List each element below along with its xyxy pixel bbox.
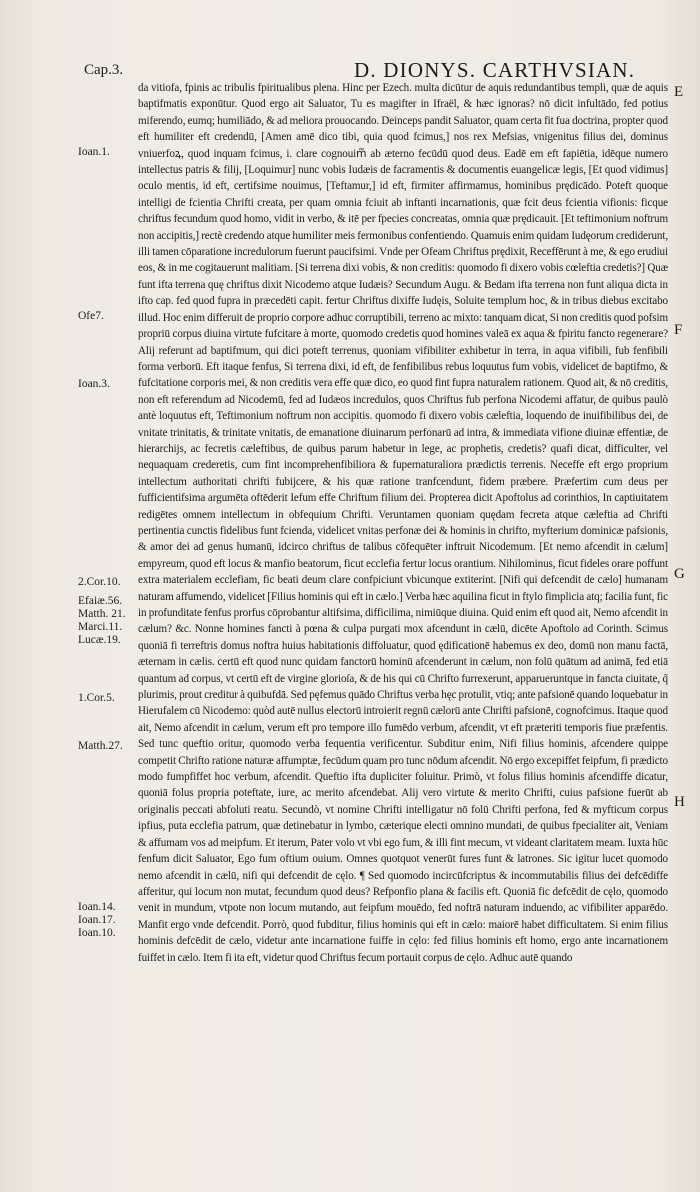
margin-notes [78,88,138,948]
margin-note: Ioan.10. [78,927,116,939]
margin-note: Matth. 21. [78,608,126,620]
margin-note: 1.Cor.5. [78,692,115,704]
margin-note: Ioan.1. [78,146,110,158]
commentary-text [138,80,668,966]
margin-note: Ofe7. [78,310,104,322]
chapter-label: Cap.3. [84,62,124,78]
commentary-paragraph: da vitiofa, fpinis ac tribulis fpiritualibus plena. Hinc per Ezech. multa dicūtur de aquis redundantibus templi, quæ de aquis baptifmatis exponūtur. Quod ergo ait Saluator, Tu es magifter in Ifraël, & hæc ignoras? nō dicit infultādo, fed potius miferendo, eumq; humiliādo, & ad meliora prouocando. Deinceps pandit Saluator, quam certa fit fua doctrina, propter quod eft humiliter eft credendū, [Amen amē dico tibi, quia quod fcimus,] nos rex Mefsias, vnigenitus filius dei, dominus vniuerfoꝝ, quod inquam fcimus, i. clare cognouim᷑ ab æterno fecūdū quod deus. Eadē em eft fapiētia, idēque numero intellectus patris & filij, [Loquimur] nunc vobis Iudæis de facramentis & documentis euangelicæ legis, [Et quod vidimus] oculo mentis, id eft, certifsime nouimus, [Teftamur,] id eft, firmiter affirmamus, hominibus prędicādo. Poteft quoque intelligi de fcientia Chrifti creata, per quam omnia fciuit ab inftanti incarnationis, quæ fcit deus fcientia vifionis: ficque chriftus fecundum quod homo, vidit in verbo, & itē per fpecies concreatas, omnia quæ prędicauit. [Et teftimonium noftrum non accipitis,] rectè credendo atque humiliter meis fermonibus confentiendo. Quamuis enim quidam Iudęorum crediderunt, illi tamen cōparatione incredulorum fuerunt paucifsimi. Vnde per Ofeam Chriftus prędixit, Receffērunt à me, & ego erudiui eos, & in me cogitauerunt malitiam. [Si terrena dixi vobis, & non creditis: quomodo fi dixero vobis cœleftia credetis?] Quæ funt ifta terrena quę chriftus dixit Nicodemo atque Iudæis? Secundum Augu. & Bedam ifta terrena non funt aliqua dicta in ifto cap. fed quod fupra in præcedēti capit. fertur Chriftus dixiffe Iudęis, Soluite templum hoc, & in tribus diebus excitabo illud. Hoc enim differuit de proprio corpore adhuc corruptibili, terreno ac mixto: tanquam dicat, Si non creditis quod pofsim propriū corpus diuina virtute fufcitare à morte, quomodo credetis quod homines valeā ex aqua & fpiritu fancto regenerare? Alij referunt ad baptifmum, qui dici poteft terrenus, quoniam vifibiliter exhibetur in terra, in aqua vifibili, fub fenfibili forma verborū. Eft itaque fenfus, Si terrena dixi, id eft, de fenfibilibus rebus loquutus fum vobis, videlicet de baptifmo, & fufcitatione corporis mei, & non creditis vera effe quæ dico, eo quod fint fupra naturalem rationem. Quod ait, & nō creditis, non eft referendum ad Nicodemū, fed ad Iudæos incredulos, quos Chriftus fub perfona Nicodemi affatur, de quibus paulò antè loquutus eft, Teftimonium noftrum non accipitis. quomodo fi dixero vobis cæleftia, loquendo de inuifibilibus dei, de vnitate trinitatis, & trinitate vnitatis, de emanatione diuinarum perfonarū ad intra, & immediata vifione diuinæ effentiæ, de hierarchijs, ac fecretis cæleftibus, de quibus parum habetur in lege, ac prophetis, credetis? quafi dicat, difficulter, vel nequaquam crederetis, cum fint incomprehenfibiliora & fupernaturaliora prædictis terrenis. Neceffe eft ergo proprium intellectum authoritati chrifti fubijcere, & his quæ ratione tranfcendunt, fidem præbere. Præfertim cum deus per fufficientifsima argumēta oftēderit Iefum effe Chriftum filium dei. Propterea dicit Apoftolus ad corinthios, In captiuitatem redigētes omnem intellectum in obfequium Chrifti. Veruntamen quoniam quędam fecreta atque cæleftia ad Chrifti pertinentia cunctis fidelibus funt fcienda, videlicet vnitas perfonæ dei & hominis in chrifto, myfterium dominicæ pafsionis, & amor dei ad genus humanū, idcirco chriftus de talibus cōfequēter inftruit Nicodemum. [Et nemo afcendit in cælum] empyreum, quod eft locus & manfio beatorum, ficut ecclefia fertur locus orantium. Nihilominus, ficut fideles orare poffunt extra materialem ecclefiam, fic beati deum clare confpiciunt vbicunque extiterint. [Nifi qui defcendit de cælo] humanam naturam affumendo, videlicet [Filius hominis qui eft in cælo.] Verba hæc aquilina ficut in ftylo fimplicia atq; facilia funt, fic in profunditate fenfus prorfus cōprobantur altifsima, difficilima, nimiūque diuina. Quid enim eft quod ait, Nemo afcendit in cælum? &c. Nonne homines fancti à pœna & culpa purgati mox afcendunt in cælū, dicēte Apoftolo ad Corinth. Scimus quoniā fi terreftris domus noftra huius habitationis diffoluatur, quod ędificationē habemus ex deo, domū non manu factā, æternam in cælis. certū eft quod nunc quidam fanctorū hominū afcenderunt in cælum, non folū quātum ad animā, fed etiā quantum ad corpus, vt certū eft de virgine glorioſa, & de his qui cū Chrifto furrexerunt, apparueruntque in fancta ciuitate, q̃ plurimis, prout creditur à quibufdā. Sed pęfemus quādo Chriftus verba hęc protulit, vtiq; ante pafsionē quando loquebatur in Hierufalem cū Nicodemo: quòd autē nullus electorū introierit regnū cælorū ante Chrifti pafsionē, cognofcimus. Itaque quod ait, Nemo afcendit in cælum, verum eft pro tempore illo fumēdo verbum, afcendit, vt eft præteriti temporis fiue præfentis. Sed tunc queftio oritur, quomodo verba fequentia verificentur. Subditur enim, Nifi filius hominis, afcendere quippe competit Chrifto ratione naturæ affumptæ, fecūdum quam pro tunc nōdum afcendit. Nō ergo excepiffet feipfum, fi prædicto modo fumpfiffet hoc verbum, afcendit. Queftio ifta dupliciter foluitur. Primò, vt folus filius hominis afcendiffe dicatur, quoniā folus propria poteftate, iure, ac merito afcendebat. Alij vero virtute & merito Chrifti, cuius pafsione fuerūt ab originalis peccati abfoluti reatu. Secundò, vt nomine Chrifti intelligatur nō folū Chrifti perfona, fed & myfticum corpus ipfius, puta ecclefia patrum, quæ detinebatur in lymbo, cæterique electi omnino mundati, de quibus fpecialiter ait, Veniam & affumam vos ad meipfum. Et iterum, Pater volo vt vbi ego fum, & illi fint mecum, vt videant claritatem meam. Iuxta hūc fenfum dicit Saluator, Ego fum oftium ouium. Omnes quotquot venerūt fures funt & latrones. Sic igitur lucet quomodo nemo afcendit in cælū, nifi qui defcendit de cęlo. ¶ Sed quomodo incircūfcriptus & incommutabilis filius dei defcēdiffe afferitur, qui locum non mutat, fecundum quod deus? Refponfio plana & facilis eft. Quoniā fic defcēdit de cęlo, quomodo venit in mundum, vtpote non locum mutando, aut feipfum mouēdo, fed noftrā naturam induendo, ac vifibiliter apparēdo. Manfit ergo vnde defcendit. Porrò, quod fubditur, filius hominis qui eft in cælo: maiorē habet difficultatem. Si enim filius hominis defcēdit de cælo, videtur ante incarnatione fuiffe in cęlo: fed filius hominis eft homo, ergo ante incarnationem fuiffet in cælo. Item fi ita eft, videtur quod Chriftus fecum portauit corpus de cęlo. Adhuc autē quando [138,82,668,964]
margin-note: Efaiæ.56. [78,595,123,607]
margin-note: Ioan.17. [78,914,116,926]
margin-note: Matth.27. [78,740,123,752]
section-letter: G [674,566,685,582]
margin-note: Lucæ.19. [78,634,121,646]
section-letter: H [674,794,685,810]
margin-note: Ioan.14. [78,901,116,913]
margin-note: Marci.11. [78,621,123,633]
page-header [84,58,668,82]
section-letter: F [674,322,683,338]
margin-note: 2.Cor.10. [78,576,121,588]
margin-note: Ioan.3. [78,378,110,390]
section-letter: E [674,84,684,100]
running-head: D. DIONYS. CARTHVSIAN. [354,58,636,82]
